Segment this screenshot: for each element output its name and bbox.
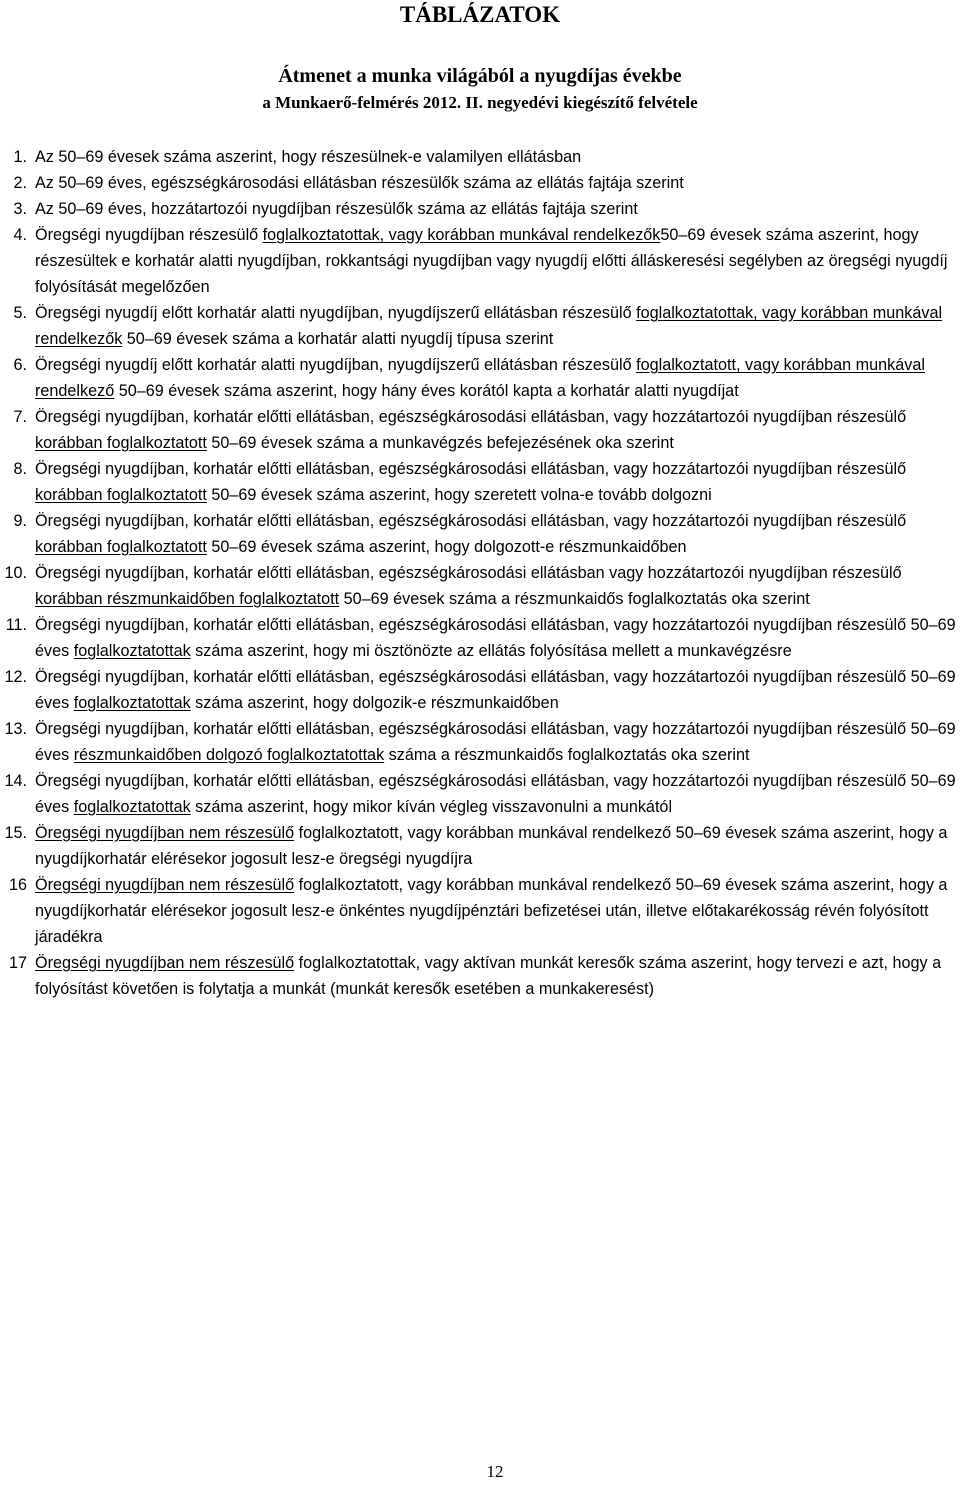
page-number: 12 <box>486 1462 504 1481</box>
table-list-item[interactable] <box>0 170 960 196</box>
item-number: 15. <box>4 824 27 842</box>
table-list-item[interactable] <box>0 950 960 1002</box>
item-text: Öregségi nyugdíj előtt korhatár alatti nyugdíjban, nyugdíjszerű ellátásban részesülő <box>35 304 637 322</box>
item-number: 12. <box>4 668 27 686</box>
item-text-tail: 50–69 évesek száma aszerint, hogy részesültek e korhatár alatti nyugdíjban, rokkantsági nyugdíjban vagy nyugdíj előtti álláskeresési segélyben az öregségi nyugdíj folyósítását megelőzően <box>35 226 948 296</box>
table-list-item[interactable] <box>0 768 960 820</box>
item-number: 2. <box>13 174 27 192</box>
item-text: Öregségi nyugdíjban, korhatár előtti ellátásban, egészségkárosodási ellátásban, vagy hozzátartozói nyugdíjban részesülő <box>35 512 907 530</box>
item-text: Öregségi nyugdíjban részesülő <box>35 226 263 244</box>
item-text-tail: száma aszerint, hogy dolgozik-e részmunkaidőben <box>190 694 559 712</box>
item-number: 4. <box>13 226 27 244</box>
item-number: 3. <box>13 200 27 218</box>
item-number: 16 <box>8 876 27 894</box>
item-underlined-text: Öregségi nyugdíjban nem részesülő <box>35 824 295 842</box>
table-list-item[interactable] <box>0 144 960 170</box>
item-text-tail: száma aszerint, hogy mikor kíván végleg visszavonulni a munkától <box>190 798 673 816</box>
table-list-item[interactable] <box>0 404 960 456</box>
item-underlined-text: foglalkoztatottak <box>73 694 191 712</box>
table-list-item[interactable] <box>0 300 960 352</box>
item-text-tail: 50–69 évesek száma aszerint, hogy dolgozott-e részmunkaidőben <box>206 538 687 556</box>
item-text-tail: 50–69 évesek száma a korhatár alatti nyugdíj típusa szerint <box>122 330 554 348</box>
item-text: Az 50–69 évesek száma aszerint, hogy részesülnek-e valamilyen ellátásban <box>35 148 582 166</box>
item-number: 14. <box>4 772 27 790</box>
item-text-tail: foglalkoztatott, vagy korábban munkával rendelkező 50–69 évesek száma aszerint, hogy a nyugdíjkorhatár elérésekor jogosult lesz-e öregségi nyugdíjra <box>35 824 948 868</box>
table-list-item[interactable] <box>0 196 960 222</box>
item-number: 10. <box>4 564 27 582</box>
item-number: 17 <box>8 954 27 972</box>
item-underlined-text: foglalkoztatottak <box>73 798 191 816</box>
table-list-item[interactable] <box>0 560 960 612</box>
table-list-item[interactable] <box>0 716 960 768</box>
item-number: 5. <box>13 304 27 322</box>
item-number: 9. <box>13 512 27 530</box>
item-underlined-text: korábban foglalkoztatott <box>35 434 207 452</box>
survey-subtitle: a Munkaerő-felmérés 2012. II. negyedévi kiegészítő felvétele <box>262 93 698 112</box>
table-list-item[interactable] <box>0 664 960 716</box>
item-text: Az 50–69 éves, hozzátartozói nyugdíjban részesülők száma az ellátás fajtája szerint <box>35 200 638 218</box>
item-text: Öregségi nyugdíjban, korhatár előtti ellátásban, egészségkárosodási ellátásban, vagy hozzátartozói nyugdíjban részesülő 50–69 éves <box>35 616 956 660</box>
table-list-item[interactable] <box>0 222 960 300</box>
item-underlined-text: foglalkoztatottak <box>73 642 191 660</box>
page-title: TÁBLÁZATOK <box>399 2 561 27</box>
item-text: Öregségi nyugdíjban, korhatár előtti ellátásban, egészségkárosodási ellátásban vagy hozzátartozói nyugdíjban részesülő <box>35 564 902 582</box>
item-underlined-text: korábban foglalkoztatott <box>35 538 207 556</box>
item-text: Öregségi nyugdíjban, korhatár előtti ellátásban, egészségkárosodási ellátásban, vagy hozzátartozói nyugdíjban részesülő 50–69 éves <box>35 772 956 816</box>
item-underlined-text: Öregségi nyugdíjban nem részesülő <box>35 954 295 972</box>
item-text-tail: száma a részmunkaidős foglalkoztatás oka szerint <box>384 746 750 764</box>
item-text-tail: 50–69 évesek száma a részmunkaidős foglalkoztatás oka szerint <box>339 590 810 608</box>
item-text: Az 50–69 éves, egészségkárosodási ellátásban részesülők száma az ellátás fajtája szerint <box>35 174 684 192</box>
item-number: 11. <box>5 616 27 634</box>
item-number: 8. <box>13 460 27 478</box>
item-text: Öregségi nyugdíjban, korhatár előtti ellátásban, egészségkárosodási ellátásban, vagy hozzátartozói nyugdíjban részesülő <box>35 460 907 478</box>
document-subtitle: Átmenet a munka világából a nyugdíjas évekbe <box>278 65 682 87</box>
item-text-tail: 50–69 évesek száma aszerint, hogy szeretett volna-e tovább dolgozni <box>206 486 712 504</box>
item-underlined-text: részmunkaidőben dolgozó foglalkoztatottak <box>73 746 385 764</box>
item-underlined-text: foglalkoztatottak, vagy korábban munkával rendelkezők <box>35 304 943 348</box>
table-list-item[interactable] <box>0 456 960 508</box>
table-list-item[interactable] <box>0 612 960 664</box>
table-list-item[interactable] <box>0 820 960 872</box>
item-underlined-text: korábban részmunkaidőben foglalkoztatott <box>35 590 340 608</box>
item-text: Öregségi nyugdíjban, korhatár előtti ellátásban, egészségkárosodási ellátásban, vagy hozzátartozói nyugdíjban részesülő <box>35 408 907 426</box>
item-text-tail: foglalkoztatott, vagy korábban munkával rendelkező 50–69 évesek száma aszerint, hogy a nyugdíjkorhatár elérésekor jogosult lesz-e önkéntes nyugdíjpénztári befizetései után, illetve előtakarékosság révén folyósított járadékra <box>35 876 948 946</box>
item-text: Öregségi nyugdíjban, korhatár előtti ellátásban, egészségkárosodási ellátásban, vagy hozzátartozói nyugdíjban részesülő 50–69 éves <box>35 720 956 764</box>
item-number: 13. <box>4 720 27 738</box>
item-text-tail: 50–69 évesek száma aszerint, hogy hány éves korától kapta a korhatár alatti nyugdíjat <box>114 382 739 400</box>
item-underlined-text: foglalkoztatott, vagy korábban munkával rendelkező <box>35 356 925 400</box>
item-text-tail: 50–69 évesek száma a munkavégzés befejezésének oka szerint <box>206 434 674 452</box>
item-number: 1. <box>13 148 27 166</box>
item-underlined-text: Öregségi nyugdíjban nem részesülő <box>35 876 295 894</box>
table-list-item[interactable] <box>0 508 960 560</box>
item-number: 7. <box>13 408 27 426</box>
item-text: Öregségi nyugdíjban, korhatár előtti ellátásban, egészségkárosodási ellátásban, vagy hozzátartozói nyugdíjban részesülő 50–69 éves <box>35 668 956 712</box>
item-text-tail: száma aszerint, hogy mi ösztönözte az ellátás folyósítása mellett a munkavégzésre <box>190 642 792 660</box>
item-number: 6. <box>13 356 27 374</box>
item-text: Öregségi nyugdíj előtt korhatár alatti nyugdíjban, nyugdíjszerű ellátásban részesülő <box>35 356 637 374</box>
table-list <box>0 144 960 1002</box>
item-text-tail: foglalkoztatottak, vagy aktívan munkát keresők száma aszerint, hogy tervezi e azt, hogy a folyósítást követően is folytatja a munkát (munkát keresők esetében a munkakeresést) <box>35 954 942 998</box>
item-underlined-text: foglalkoztatottak, vagy korábban munkával rendelkezők <box>262 226 661 244</box>
table-list-item[interactable] <box>0 352 960 404</box>
table-list-item[interactable] <box>0 872 960 950</box>
item-underlined-text: korábban foglalkoztatott <box>35 486 207 504</box>
